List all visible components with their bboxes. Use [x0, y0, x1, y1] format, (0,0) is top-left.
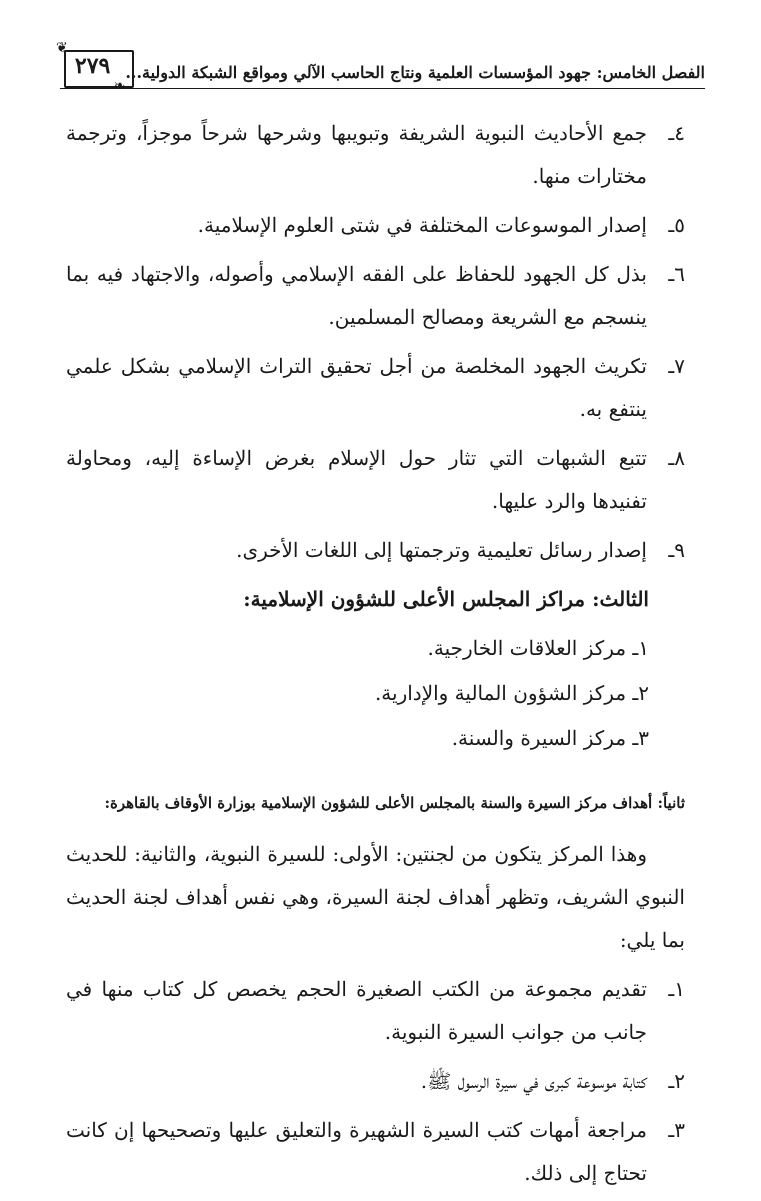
section-heading: الثالث: مراكز المجلس الأعلى للشؤون الإسلامية:	[243, 587, 649, 611]
list-item	[66, 204, 685, 247]
list-item	[66, 437, 685, 523]
list-item-text: مراجعة أمهات كتب السيرة الشهيرة والتعليق عليها وتصحيحها إن كانت تحتاج إلى ذلك.	[66, 1118, 647, 1185]
corner-ornament-icon: ❧	[113, 78, 126, 94]
list-item-text: تقديم مجموعة من الكتب الصغيرة الحجم يخصص كل كتاب منها في جانب من جوانب السيرة النبوية.	[66, 977, 647, 1044]
section-title: ثانياً: أهداف مركز السيرة والسنة بالمجلس الأعلى للشؤون الإسلامية بوزارة الأوقاف بالقاهرة:	[104, 794, 685, 812]
corner-ornament-icon: ❦	[56, 40, 68, 56]
page-number-frame	[56, 40, 126, 94]
list-item-number: ٨ـ	[668, 446, 685, 470]
header-divider	[60, 88, 705, 89]
center-item: ٢ـ مركز الشؤون المالية والإدارية.	[374, 681, 649, 705]
list-item-text: بذل كل الجهود للحفاظ على الفقه الإسلامي وأصوله، والاجتهاد فيه بما ينسجم مع الشريعة ومصالح المسلمين.	[66, 262, 647, 329]
list-item	[66, 968, 685, 1054]
list-item	[66, 529, 685, 572]
page-body	[66, 112, 685, 1201]
list-item-number: ٣ـ	[668, 1118, 685, 1142]
list-item-number: ٤ـ	[668, 121, 685, 145]
list-item	[66, 1109, 685, 1195]
list-item-number: ٧ـ	[668, 354, 685, 378]
list-item	[66, 253, 685, 339]
list-item-text: إصدار رسائل تعليمية وترجمتها إلى اللغات الأخرى.	[236, 538, 647, 562]
list-item	[66, 1060, 685, 1103]
list-item	[66, 112, 685, 198]
list-item-number: ٦ـ	[668, 262, 685, 286]
page-header	[56, 36, 705, 94]
list-item-text: تكريث الجهود المخلصة من أجل تحقيق التراث الإسلامي بشكل علمي ينتفع به.	[66, 354, 647, 421]
running-title: الفصل الخامس: جهود المؤسسات العلمية ونتاج الحاسب الآلي ومواقع الشبكة الدولية...	[125, 63, 705, 82]
page-number: ٢٧٩	[74, 53, 111, 79]
list-item-number: ٩ـ	[668, 538, 685, 562]
list-item-number: ٢ـ	[668, 1069, 685, 1093]
list-item-text: كتابة موسوعة كبرى في سيرة الرسول ﷺ.	[420, 1069, 647, 1093]
center-item: ٣ـ مركز السيرة والسنة.	[451, 726, 649, 750]
center-item: ١ـ مركز العلاقات الخارجية.	[427, 636, 649, 660]
intro-paragraph: وهذا المركز يتكون من لجنتين: الأولى: للسيرة النبوية، والثانية: للحديث النبوي الشريف، وتظهر أهداف لجنة السيرة، وهي نفس أهداف لجنة الحديث بما يلي:	[66, 842, 685, 952]
list-item	[66, 345, 685, 431]
list-item-text: جمع الأحاديث النبوية الشريفة وتبويبها وشرحها شرحاً موجزاً، وترجمة مختارات منها.	[66, 121, 647, 188]
list-item-number: ٥ـ	[668, 213, 685, 237]
list-item-text: إصدار الموسوعات المختلفة في شتى العلوم الإسلامية.	[197, 213, 647, 237]
list-item-number: ١ـ	[668, 977, 685, 1001]
list-item-text: تتبع الشبهات التي تثار حول الإسلام بغرض الإساءة إليه، ومحاولة تفنيدها والرد عليها.	[66, 446, 647, 513]
